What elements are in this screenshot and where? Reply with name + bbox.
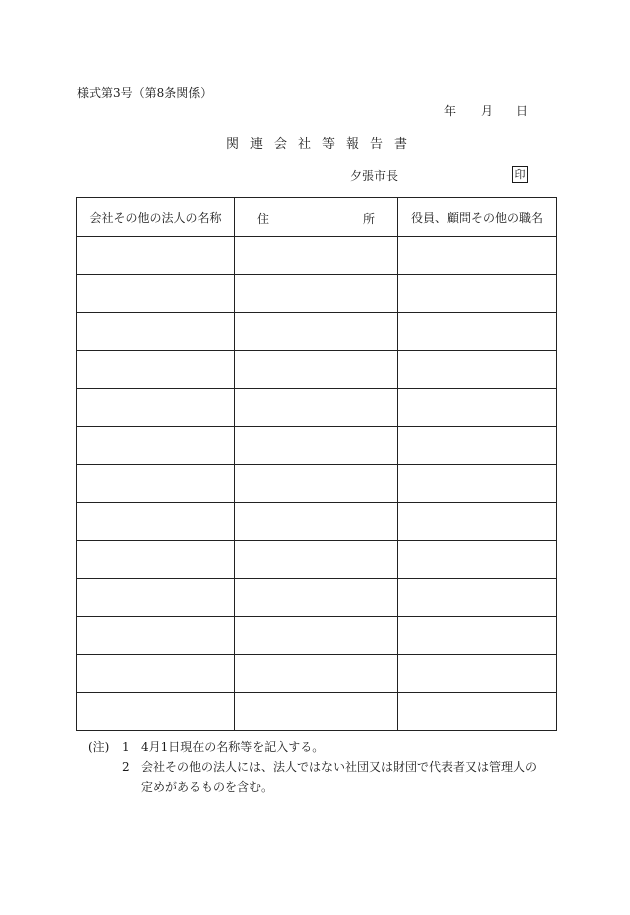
- company-name-cell[interactable]: [77, 427, 235, 465]
- address-cell[interactable]: [235, 427, 398, 465]
- table-row: [77, 579, 557, 617]
- address-cell[interactable]: [235, 351, 398, 389]
- date-day-label: 日: [516, 104, 529, 118]
- note-item-1: [88, 737, 545, 757]
- role-cell[interactable]: [398, 313, 557, 351]
- table-row: [77, 655, 557, 693]
- address-cell[interactable]: [235, 655, 398, 693]
- header-role: 役員、顧問その他の職名: [398, 198, 557, 237]
- company-name-cell[interactable]: [77, 351, 235, 389]
- note-number: 1: [122, 740, 130, 754]
- report-table: [76, 197, 557, 731]
- address-cell[interactable]: [235, 389, 398, 427]
- document-title: 関連会社等報告書: [226, 137, 419, 152]
- address-cell[interactable]: [235, 541, 398, 579]
- table-row: [77, 427, 557, 465]
- role-cell[interactable]: [398, 351, 557, 389]
- role-cell[interactable]: [398, 237, 557, 275]
- table-row: [77, 313, 557, 351]
- notes-label: (注): [88, 740, 110, 754]
- note-number: 2: [122, 760, 130, 774]
- company-name-cell[interactable]: [77, 237, 235, 275]
- role-cell[interactable]: [398, 579, 557, 617]
- role-cell[interactable]: [398, 503, 557, 541]
- address-cell[interactable]: [235, 313, 398, 351]
- company-name-cell[interactable]: [77, 579, 235, 617]
- role-cell[interactable]: [398, 465, 557, 503]
- address-cell[interactable]: [235, 503, 398, 541]
- address-cell[interactable]: [235, 617, 398, 655]
- seal-mark: 印: [512, 166, 528, 183]
- note-item-2: [88, 757, 545, 797]
- table-body: [77, 237, 557, 731]
- table-row: [77, 389, 557, 427]
- table-row: [77, 617, 557, 655]
- company-name-cell[interactable]: [77, 503, 235, 541]
- note-text: 4月1日現在の名称等を記入する。: [141, 740, 325, 754]
- note-text: 会社その他の法人には、法人ではない社団又は財団で代表者又は管理人の定めがあるものを含む。: [141, 760, 538, 794]
- header-company-name: 会社その他の法人の名称: [77, 198, 235, 237]
- table-row: [77, 351, 557, 389]
- role-cell[interactable]: [398, 427, 557, 465]
- notes: [88, 737, 545, 797]
- table-row: [77, 237, 557, 275]
- address-cell[interactable]: [235, 237, 398, 275]
- address-cell[interactable]: [235, 465, 398, 503]
- company-name-cell[interactable]: [77, 693, 235, 731]
- table-row: [77, 465, 557, 503]
- header-address: [235, 198, 398, 237]
- form-number: 様式第3号（第8条関係）: [77, 86, 213, 100]
- company-name-cell[interactable]: [77, 617, 235, 655]
- date-month-label: 月: [481, 104, 494, 118]
- date-year-label: 年: [444, 104, 457, 118]
- role-cell[interactable]: [398, 617, 557, 655]
- addressee: 夕張市長: [350, 169, 399, 183]
- header-address-part2: 所: [362, 212, 375, 226]
- company-name-cell[interactable]: [77, 465, 235, 503]
- address-cell[interactable]: [235, 579, 398, 617]
- company-name-cell[interactable]: [77, 313, 235, 351]
- table-row: [77, 541, 557, 579]
- role-cell[interactable]: [398, 275, 557, 313]
- company-name-cell[interactable]: [77, 275, 235, 313]
- table-row: [77, 275, 557, 313]
- table-header-row: [77, 198, 557, 237]
- role-cell[interactable]: [398, 389, 557, 427]
- role-cell[interactable]: [398, 655, 557, 693]
- table-row: [77, 693, 557, 731]
- table-row: [77, 503, 557, 541]
- role-cell[interactable]: [398, 693, 557, 731]
- company-name-cell[interactable]: [77, 389, 235, 427]
- company-name-cell[interactable]: [77, 655, 235, 693]
- role-cell[interactable]: [398, 541, 557, 579]
- address-cell[interactable]: [235, 275, 398, 313]
- header-address-part1: 住: [257, 212, 270, 226]
- address-cell[interactable]: [235, 693, 398, 731]
- company-name-cell[interactable]: [77, 541, 235, 579]
